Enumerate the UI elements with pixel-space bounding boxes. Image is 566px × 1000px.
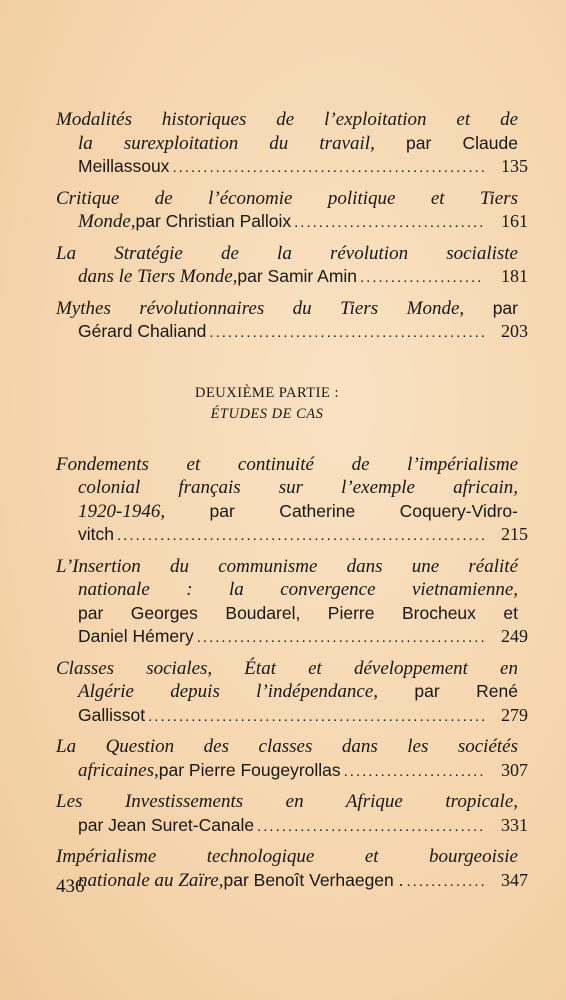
toc-entry (56, 108, 528, 180)
dot-leader (360, 266, 484, 290)
entry-author: Daniel Hémery (78, 626, 194, 646)
entry-title: L’Insertion du communisme dans une réalité (56, 555, 518, 577)
toc-line (56, 523, 528, 548)
entry-title: Monde, (78, 211, 136, 232)
dot-leader (172, 156, 484, 180)
toc-line (56, 555, 518, 579)
toc-entry (56, 242, 528, 290)
toc-line (56, 578, 518, 602)
toc-line (56, 242, 518, 266)
entry-author: Meillassoux (78, 156, 170, 176)
entry-page-number: 215 (501, 524, 528, 544)
entry-title: La Stratégie de la révolution socialiste (56, 242, 518, 264)
table-of-contents (56, 108, 528, 900)
entry-author: par Christian Palloix (135, 211, 292, 231)
entry-author: par René (378, 681, 518, 701)
toc-line (56, 476, 518, 500)
part-two-entries (56, 453, 528, 894)
entry-title: nationale : la convergence vietnamienne, (78, 579, 518, 600)
toc-entry (56, 657, 528, 729)
entry-title: Fondements et continuité de l’impérialisme (56, 453, 518, 475)
entry-author: par Catherine Coquery-Vidro- (165, 500, 518, 521)
toc-entry (56, 555, 528, 650)
entry-title: colonial français sur l’exemple africain, (78, 477, 518, 498)
toc-entry (56, 845, 528, 893)
toc-line (56, 265, 528, 290)
toc-line (56, 297, 518, 321)
entry-author: par Benoît Verhaegen . (223, 869, 404, 890)
toc-entry (56, 187, 528, 235)
entry-page-number: 203 (501, 321, 528, 341)
dot-leader (294, 211, 484, 235)
dot-leader (344, 760, 484, 784)
entry-page-number: 249 (501, 626, 528, 646)
toc-entry (56, 297, 528, 345)
toc-line (56, 657, 518, 681)
entry-author: par (464, 297, 518, 318)
entry-author: par Georges Boudarel, Pierre Brocheux et (78, 602, 518, 623)
section-title: DEUXIÈME PARTIE : (194, 384, 340, 401)
entry-title: 1920-1946, (78, 500, 166, 522)
toc-line (56, 680, 518, 704)
entry-title: La Question des classes dans les sociétés (56, 736, 518, 757)
entry-page-number: 331 (501, 814, 528, 835)
dot-leader (197, 626, 484, 650)
entry-author: Gérard Chaliand (78, 321, 207, 341)
toc-line (56, 500, 518, 524)
toc-line (56, 735, 518, 759)
entry-title: Les Investissements en Afrique tropicale, (56, 791, 518, 812)
page-number: 436 (56, 876, 85, 897)
toc-line (56, 602, 518, 626)
entry-title: Mythes révolutionnaires du Tiers Monde, (56, 297, 465, 319)
dot-leader (407, 870, 485, 894)
entry-page-number: 347 (501, 869, 528, 890)
entry-page-number: 307 (501, 759, 528, 780)
toc-line (56, 869, 528, 894)
entry-title: la surexploitation du travail, (78, 132, 375, 154)
entry-title: nationale au Zaïre, (78, 869, 224, 891)
entry-page-number: 161 (501, 211, 528, 231)
entry-page-number: 279 (501, 704, 528, 725)
entry-page-number: 135 (501, 156, 528, 176)
dot-leader (209, 321, 484, 345)
entry-author: Gallissot (78, 704, 146, 725)
entry-title: Critique de l’économie politique et Tiers (56, 187, 518, 209)
toc-entry (56, 790, 528, 838)
dot-leader (148, 705, 484, 729)
toc-entry (56, 453, 528, 548)
toc-line (56, 155, 528, 180)
part-one-entries (56, 108, 528, 345)
entry-author: vitch (78, 524, 114, 544)
entry-title: dans le Tiers Monde, (78, 266, 238, 287)
toc-line (56, 625, 528, 650)
entry-author: par Claude (374, 132, 518, 153)
toc-line (56, 453, 518, 477)
toc-line (56, 814, 528, 839)
section-subtitle: ÉTUDES DE CAS (210, 405, 324, 422)
entry-title: Impérialisme technologique et bourgeoisie (56, 846, 518, 867)
toc-line (56, 845, 518, 869)
toc-line (56, 210, 528, 235)
entry-author: par Pierre Fougeyrollas (158, 759, 341, 780)
entry-author: par Jean Suret-Canale (78, 814, 255, 835)
entry-title: africaines, (78, 759, 159, 781)
entry-title: Classes sociales, État et développement en (56, 657, 518, 679)
toc-entry (56, 735, 528, 783)
toc-line (56, 187, 518, 211)
toc-line (56, 108, 518, 132)
section-heading (56, 385, 518, 423)
entry-title: Algérie depuis l’indépendance, (78, 681, 379, 702)
entry-author: par Samir Amin (237, 266, 358, 286)
entry-title: Modalités historiques de l’exploitation et de (56, 109, 518, 130)
toc-line (56, 132, 518, 156)
dot-leader (117, 524, 484, 548)
toc-line (56, 704, 528, 729)
toc-line (56, 320, 528, 345)
dot-leader (257, 815, 484, 839)
toc-line (56, 790, 518, 814)
toc-line (56, 759, 528, 784)
entry-page-number: 181 (501, 266, 528, 286)
